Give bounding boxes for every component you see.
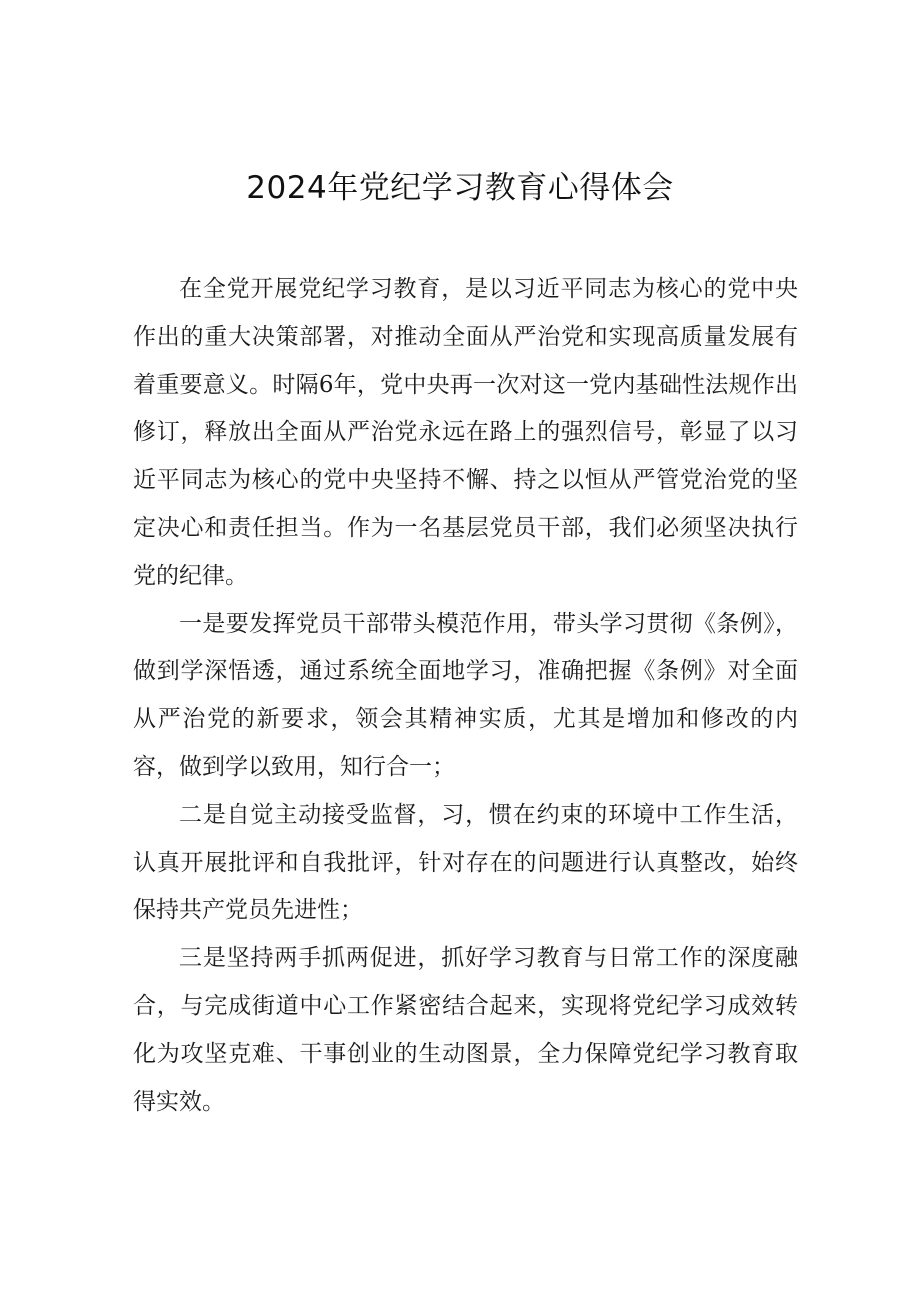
paragraph-intro: 在全党开展党纪学习教育，是以习近平同志为核心的党中央作出的重大决策部署，对推动全面从严治党和实现高质量发展有着重要意义。时隔6年，党中央再一次对这一党内基础性法规作出修订，释放出全面从严治党永远在路上的强烈信号，彰显了以习近平同志为核心的党中央坚持不懈、持之以恒从严管党治党的坚定决心和责任担当。作为一名基层党员干部，我们必须坚决执行党的纪律。 — [133, 276, 798, 589]
document-body — [133, 266, 798, 1126]
paragraph-point-one: 一是要发挥党员干部带头模范作用，带头学习贯彻《条例》，做到学深悟透，通过系统全面地学习，准确把握《条例》对全面从严治党的新要求，领会其精神实质，尤其是增加和修改的内容，做到学以致用，知行合一； — [133, 610, 798, 780]
paragraph-point-two: 二是自觉主动接受监督，习，惯在约束的环境中工作生活，认真开展批评和自我批评，针对存在的问题进行认真整改，始终保持共产党员先进性； — [133, 801, 798, 924]
paragraph-point-three: 三是坚持两手抓两促进，抓好学习教育与日常工作的深度融合，与完成街道中心工作紧密结合起来，实现将党纪学习成效转化为攻坚克难、干事创业的生动图景，全力保障党纪学习教育取得实效。 — [133, 945, 798, 1115]
document-title: 2024年党纪学习教育心得体会 — [246, 170, 674, 206]
